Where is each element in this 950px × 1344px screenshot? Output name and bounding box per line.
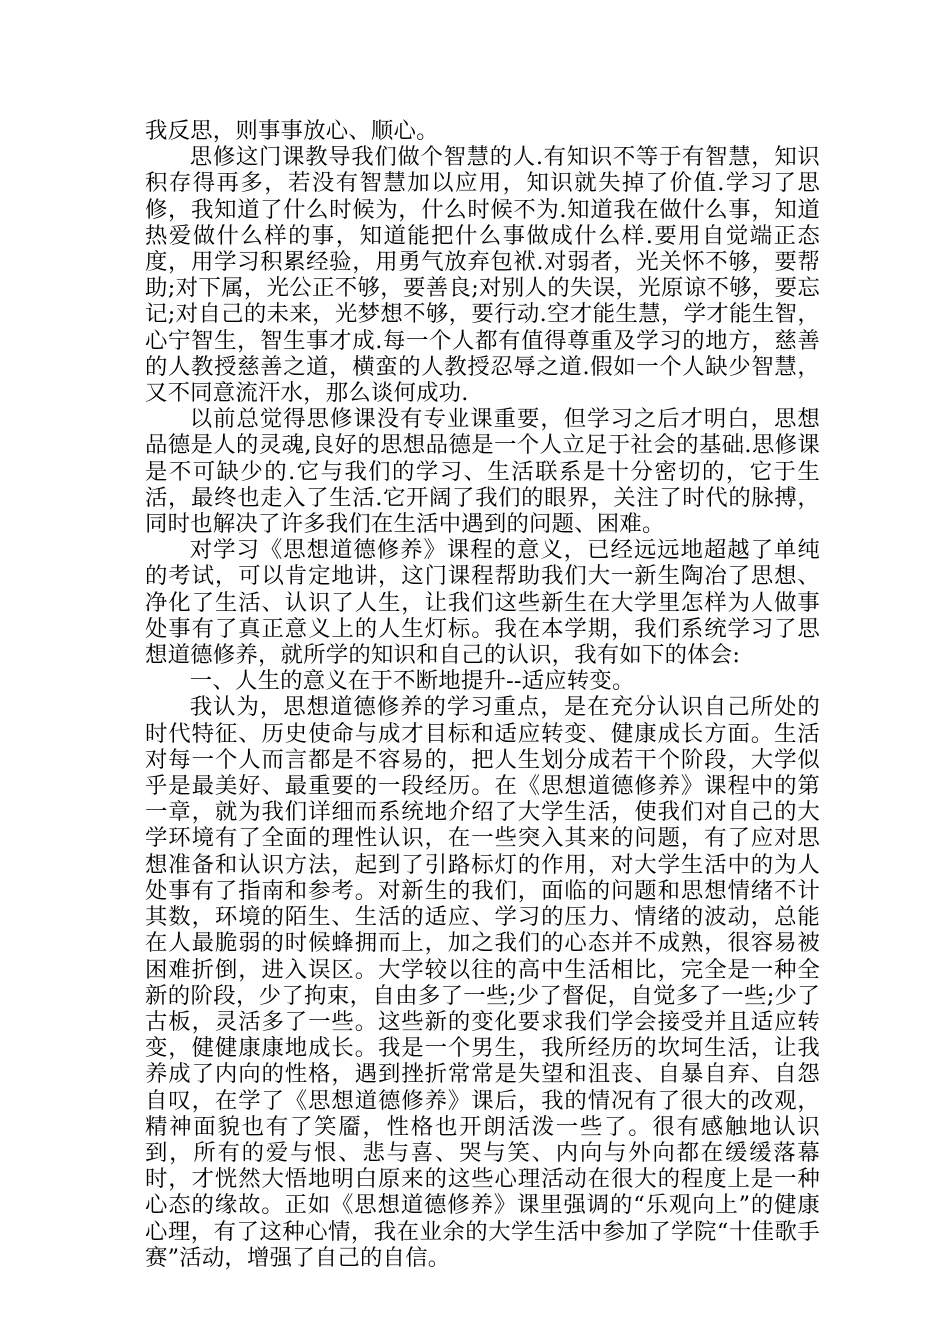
paragraph-wisdom: 思修这门课教导我们做个智慧的人.有知识不等于有智慧，知识积存得再多，若没有智慧加以应用，知识就失掉了价值.学习了思修，我知道了什么时候为，什么时候不为.知道我在做什么事，知道热爱做什么样的事，知道能把什么事做成什么样.要用自觉端正态度，用学习积累经验，用勇气放弃包袱.对弱者，光关怀不够，要帮助;对下属，光公正不够，要善良;对别人的失误，光原谅不够，要忘记;对自己的未来，光梦想不够，要行动.空才能生慧，学才能生智，心宁智生，智生事才成.每一个人都有值得尊重及学习的地方，慈善的人教授慈善之道，横蛮的人教授忍辱之道.假如一个人缺少智慧，又不同意流汗水，那么谈何成功. xyxy=(145,144,820,407)
section-heading-1: 一、人生的意义在于不断地提升--适应转变。 xyxy=(189,668,635,695)
paragraph-intro-tail: 我反思，则事事放心、顺心。 xyxy=(145,118,439,144)
paragraph-course-meaning: 对学习《思想道德修养》课程的意义，已经远远地超越了单纯的考试，可以肯定地讲，这门课程帮助我们大一新生陶冶了思想、净化了生活、认识了人生，让我们这些新生在大学里怎样为人做事处事有了真正意义上的人生灯标。我在本学期，我们系统学习了思想道德修养，就所学的知识和自己的认识，我有如下的体会: xyxy=(145,537,820,669)
paragraph-adaptation: 我认为，思想道德修养的学习重点，是在充分认识自己所处的时代特征、历史使命与成才目标和适应转变、健康成长方面。生活对每一个人而言都是不容易的，把人生划分成若干个阶段，大学似乎是最美好、最重要的一段经历。在《思想道德修养》课程中的第一章，就为我们详细而系统地介绍了大学生活，使我们对自己的大学环境有了全面的理性认识，在一些突入其来的问题，有了应对思想准备和认识方法，起到了引路标灯的作用，对大学生活中的为人处事有了指南和参考。对新生的我们，面临的问题和思想情绪不计其数，环境的陌生、生活的适应、学习的压力、情绪的波动，总能在人最脆弱的时候蜂拥而上，加之我们的心态并不成熟，很容易被困难折倒，进入误区。大学较以往的高中生活相比，完全是一种全新的阶段，少了拘束，自由多了一些;少了督促，自觉多了一些;少了古板，灵活多了一些。这些新的变化要求我们学会接受并且适应转变，健健康康地成长。我是一个男生，我所经历的坎坷生活，让我养成了内向的性格，遇到挫折常常是失望和沮丧、自暴自弃、自怨自叹，在学了《思想道德修养》课后，我的情况有了很大的改观，精神面貌也有了笑靥，性格也开朗活泼一些了。很有感触地认识到，所有的爱与恨、悲与喜、哭与笑、内向与外向都在缓缓落幕时，才恍然大悟地明白原来的这些心理活动在很大的程度上是一种心态的缘故。正如《思想道德修养》课里强调的“乐观向上”的健康心理，有了这种心情，我在业余的大学生活中参加了学院“十佳歌手赛”活动，增强了自己的自信。 xyxy=(145,694,820,1271)
paragraph-importance: 以前总觉得思修课没有专业课重要，但学习之后才明白，思想品德是人的灵魂,良好的思想品德是一个人立足于社会的基础.思修课是不可缺少的.它与我们的学习、生活联系是十分密切的，它于生活，最终也走入了生活.它开阔了我们的眼界，关注了时代的脉搏，同时也解决了许多我们在生活中遇到的问题、困难。 xyxy=(145,406,820,538)
document-body xyxy=(145,118,820,1271)
